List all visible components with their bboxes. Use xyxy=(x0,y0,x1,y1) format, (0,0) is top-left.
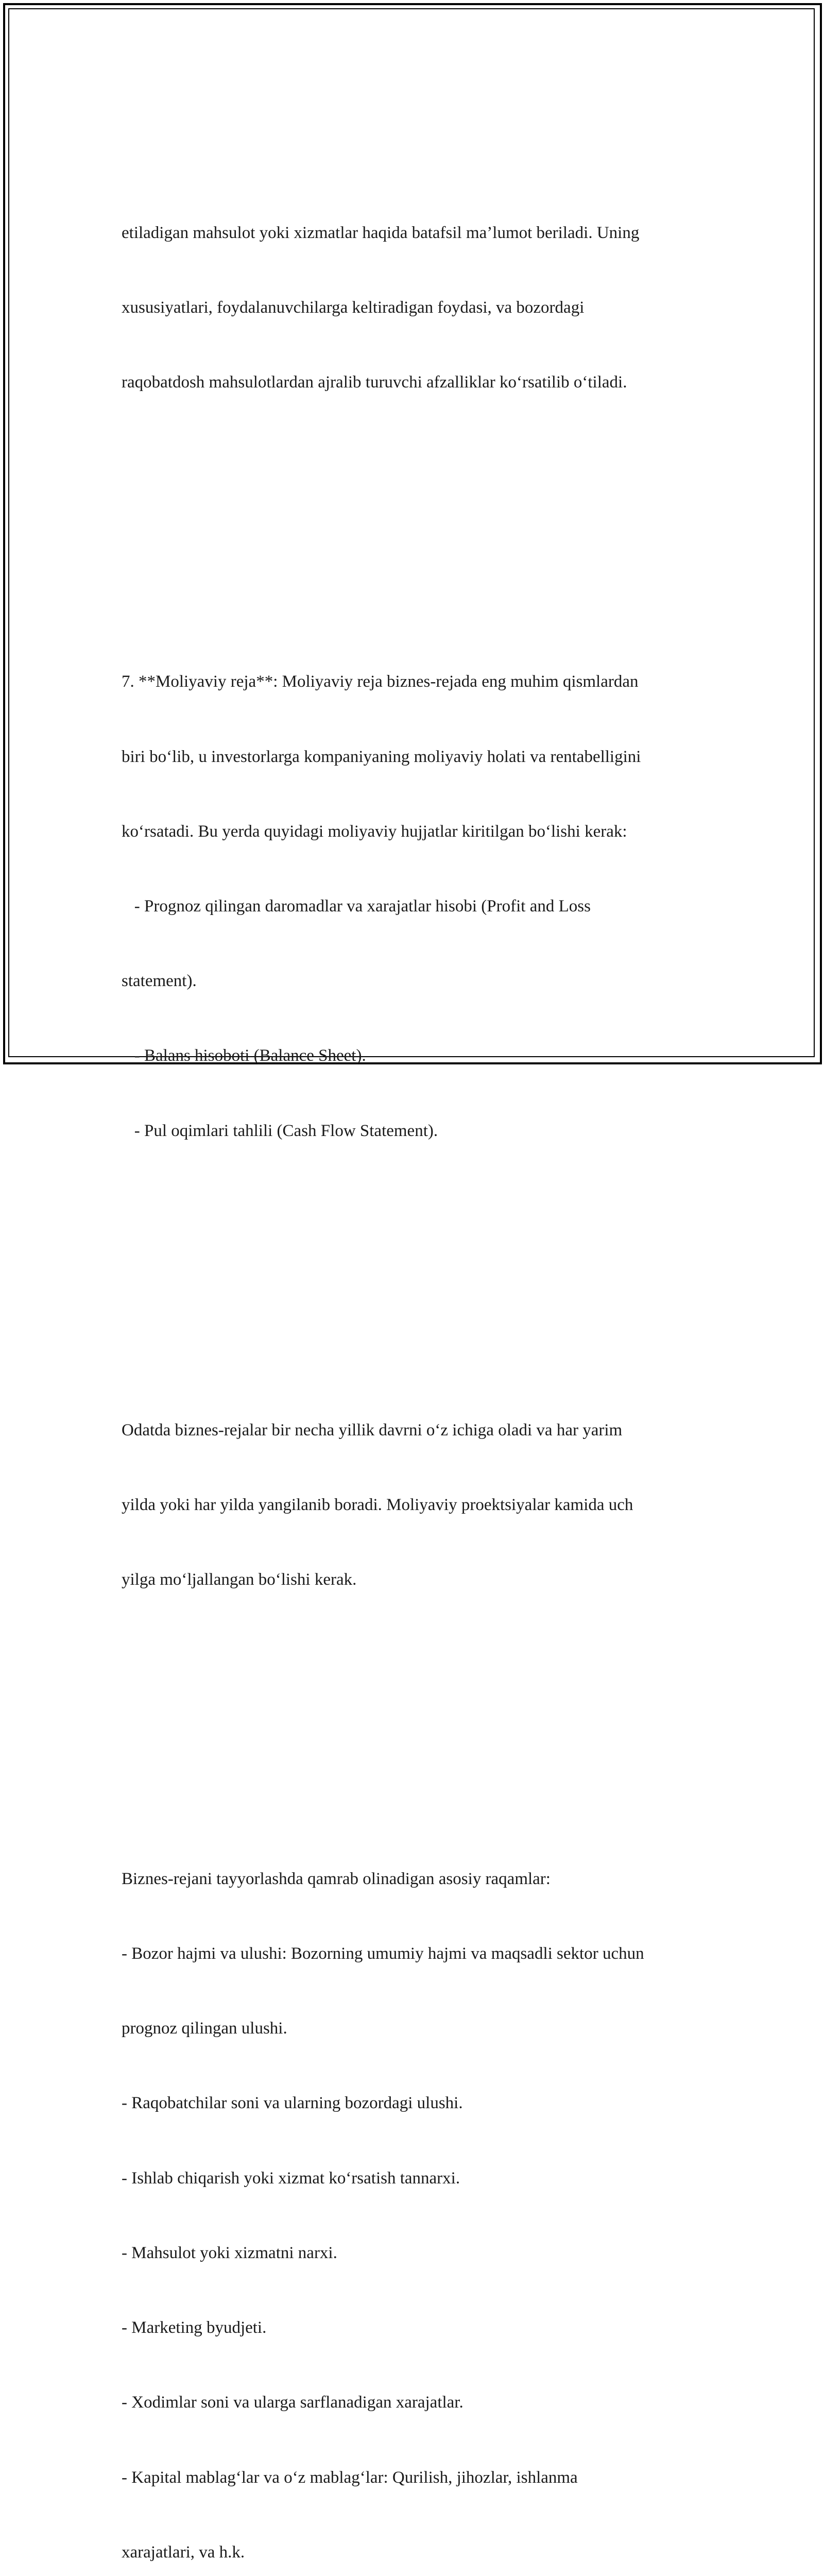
paragraph-key-figures xyxy=(122,1817,714,2576)
text-line: Biznes-rejani tayyorlashda qamrab olinadigan asosiy raqamlar: xyxy=(122,1869,551,1888)
text-line: raqobatdosh mahsulotlardan ajralib turuvchi afzalliklar koʻrsatilib oʻtiladi. xyxy=(122,373,627,392)
text-line: xarajatlari, va h.k. xyxy=(122,2543,245,2562)
paragraph-financial-plan xyxy=(122,620,714,1193)
text-line: prognoz qilingan ulushi. xyxy=(122,2019,287,2038)
text-line: 7. **Moliyaviy reja**: Moliyaviy reja biznes-rejada eng muhim qismlardan xyxy=(122,672,639,691)
list-item: - Kapital mablagʻlar va oʻz mablagʻlar: Qurilish, jihozlar, ishlanma xyxy=(122,2468,578,2487)
document-body xyxy=(122,96,714,2576)
list-item: - Xodimlar soni va ularga sarflanadigan xarajatlar. xyxy=(122,2393,464,2412)
paragraph-plan-period xyxy=(122,1368,714,1642)
list-item: - Marketing byudjeti. xyxy=(122,2318,267,2337)
text-line: xususiyatlari, foydalanuvchilarga keltiradigan foydasi, va bozordagi xyxy=(122,298,585,317)
list-item: - Mahsulot yoki xizmatni narxi. xyxy=(122,2243,337,2262)
list-item: - Raqobatchilar soni va ularning bozordagi ulushi. xyxy=(122,2094,463,2113)
text-line: Odatda biznes-rejalar bir necha yillik davrni oʻz ichiga oladi va har yarim xyxy=(122,1420,623,1439)
list-item: - Pul oqimlari tahlili (Cash Flow Statement). xyxy=(122,1121,438,1140)
list-item: - Ishlab chiqarish yoki xizmat koʻrsatish tannarxi. xyxy=(122,2168,460,2188)
paragraph-product-description xyxy=(122,171,714,445)
list-item: - Balans hisoboti (Balance Sheet). xyxy=(122,1046,366,1065)
paragraph-spacer xyxy=(122,1243,714,1268)
text-line: yilga moʻljallangan boʻlishi kerak. xyxy=(122,1570,357,1589)
text-line: etiladigan mahsulot yoki xizmatlar haqida batafsil ma’lumot beriladi. Uning xyxy=(122,224,640,243)
text-line: biri boʻlib, u investorlarga kompaniyaning moliyaviy holati va rentabelligini xyxy=(122,747,641,766)
text-line: yilda yoki har yilda yangilanib boradi. Moliyaviy proektsiyalar kamida uch xyxy=(122,1495,633,1514)
text-line: statement). xyxy=(122,972,197,991)
text-line: koʻrsatadi. Bu yerda quyidagi moliyaviy hujjatlar kiritilgan boʻlishi kerak: xyxy=(122,822,627,841)
paragraph-spacer xyxy=(122,495,714,520)
list-item: - Prognoz qilingan daromadlar va xarajatlar hisobi (Profit and Loss xyxy=(122,896,591,916)
list-item: - Bozor hajmi va ulushi: Bozorning umumiy hajmi va maqsadli sektor uchun xyxy=(122,1944,644,1963)
paragraph-spacer xyxy=(122,1692,714,1717)
